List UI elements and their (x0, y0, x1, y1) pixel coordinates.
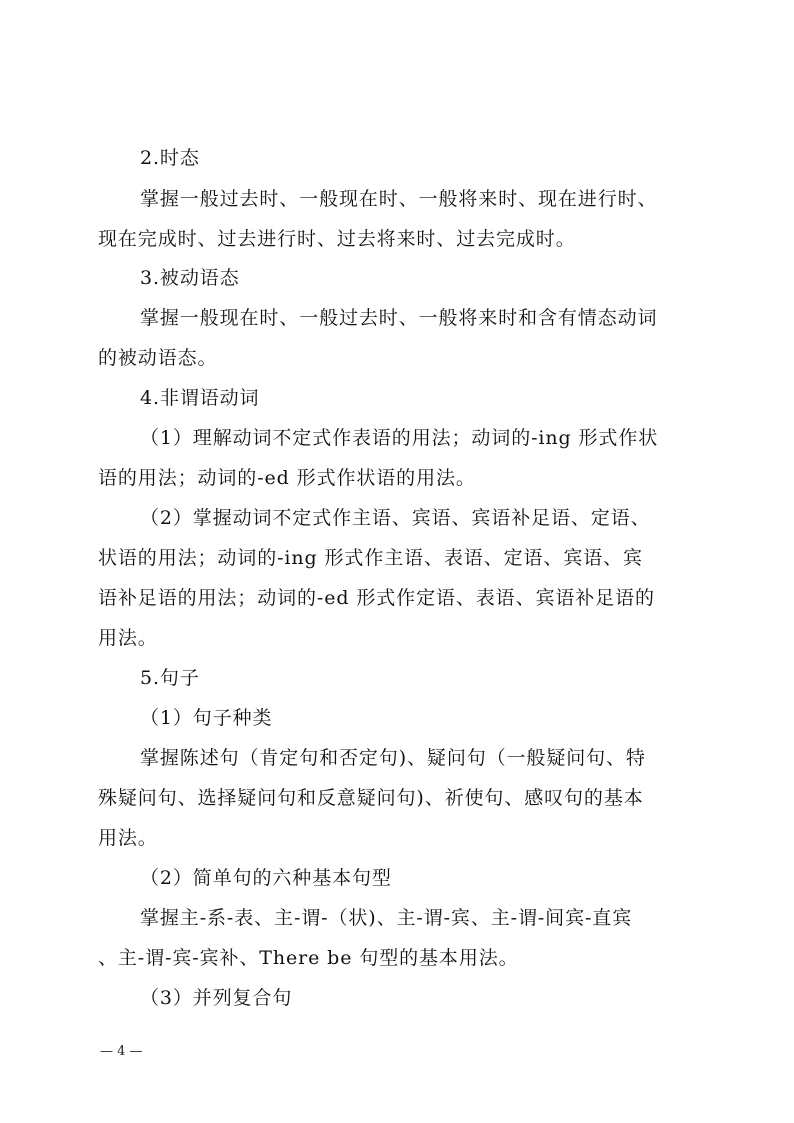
paragraph-line: 掌握一般过去时、一般现在时、一般将来时、现在进行时、 (140, 188, 658, 210)
subheading-sentence-types: （1）句子种类 (140, 707, 273, 729)
section-heading-tense: 2.时态 (140, 147, 200, 169)
paragraph-line: 语的用法；动词的-ed 形式作状语的用法。 (98, 467, 476, 489)
paragraph-line: 掌握陈述句（肯定句和否定句)、疑问句（一般疑问句、特 (140, 747, 646, 769)
paragraph-line: 状语的用法；动词的-ing 形式作主语、表语、定语、宾语、宾 (98, 547, 643, 569)
paragraph-line: （2）掌握动词不定式作主语、宾语、宾语补足语、定语、 (140, 507, 651, 529)
section-heading-non-finite-verbs: 4.非谓语动词 (140, 387, 260, 409)
paragraph-line: 殊疑问句、选择疑问句和反意疑问句)、祈使句、感叹句的基本 (98, 787, 644, 809)
subheading-compound-sentences: （3）并列复合句 (140, 987, 293, 1009)
paragraph-line: 用法。 (98, 627, 158, 649)
paragraph-line: （1）理解动词不定式作表语的用法；动词的-ing 形式作状 (140, 427, 659, 449)
paragraph-line: 的被动语态。 (98, 347, 218, 369)
paragraph-line: 语补足语的用法；动词的-ed 形式作定语、表语、宾语补足语的 (98, 587, 655, 609)
paragraph-line: 用法。 (98, 827, 158, 849)
subheading-basic-sentence-patterns: （2）简单句的六种基本句型 (140, 867, 392, 889)
page-number: — 4 — (100, 1044, 143, 1059)
section-heading-passive-voice: 3.被动语态 (140, 267, 240, 289)
paragraph-line: 现在完成时、过去进行时、过去将来时、过去完成时。 (98, 228, 576, 250)
paragraph-line: 、主-谓-宾-宾补、There be 句型的基本用法。 (98, 947, 519, 969)
paragraph-line: 掌握主-系-表、主-谓-（状)、主-谓-宾、主-谓-间宾-直宾 (140, 907, 633, 929)
paragraph-line: 掌握一般现在时、一般过去时、一般将来时和含有情态动词 (140, 307, 658, 329)
section-heading-sentences: 5.句子 (140, 667, 200, 689)
